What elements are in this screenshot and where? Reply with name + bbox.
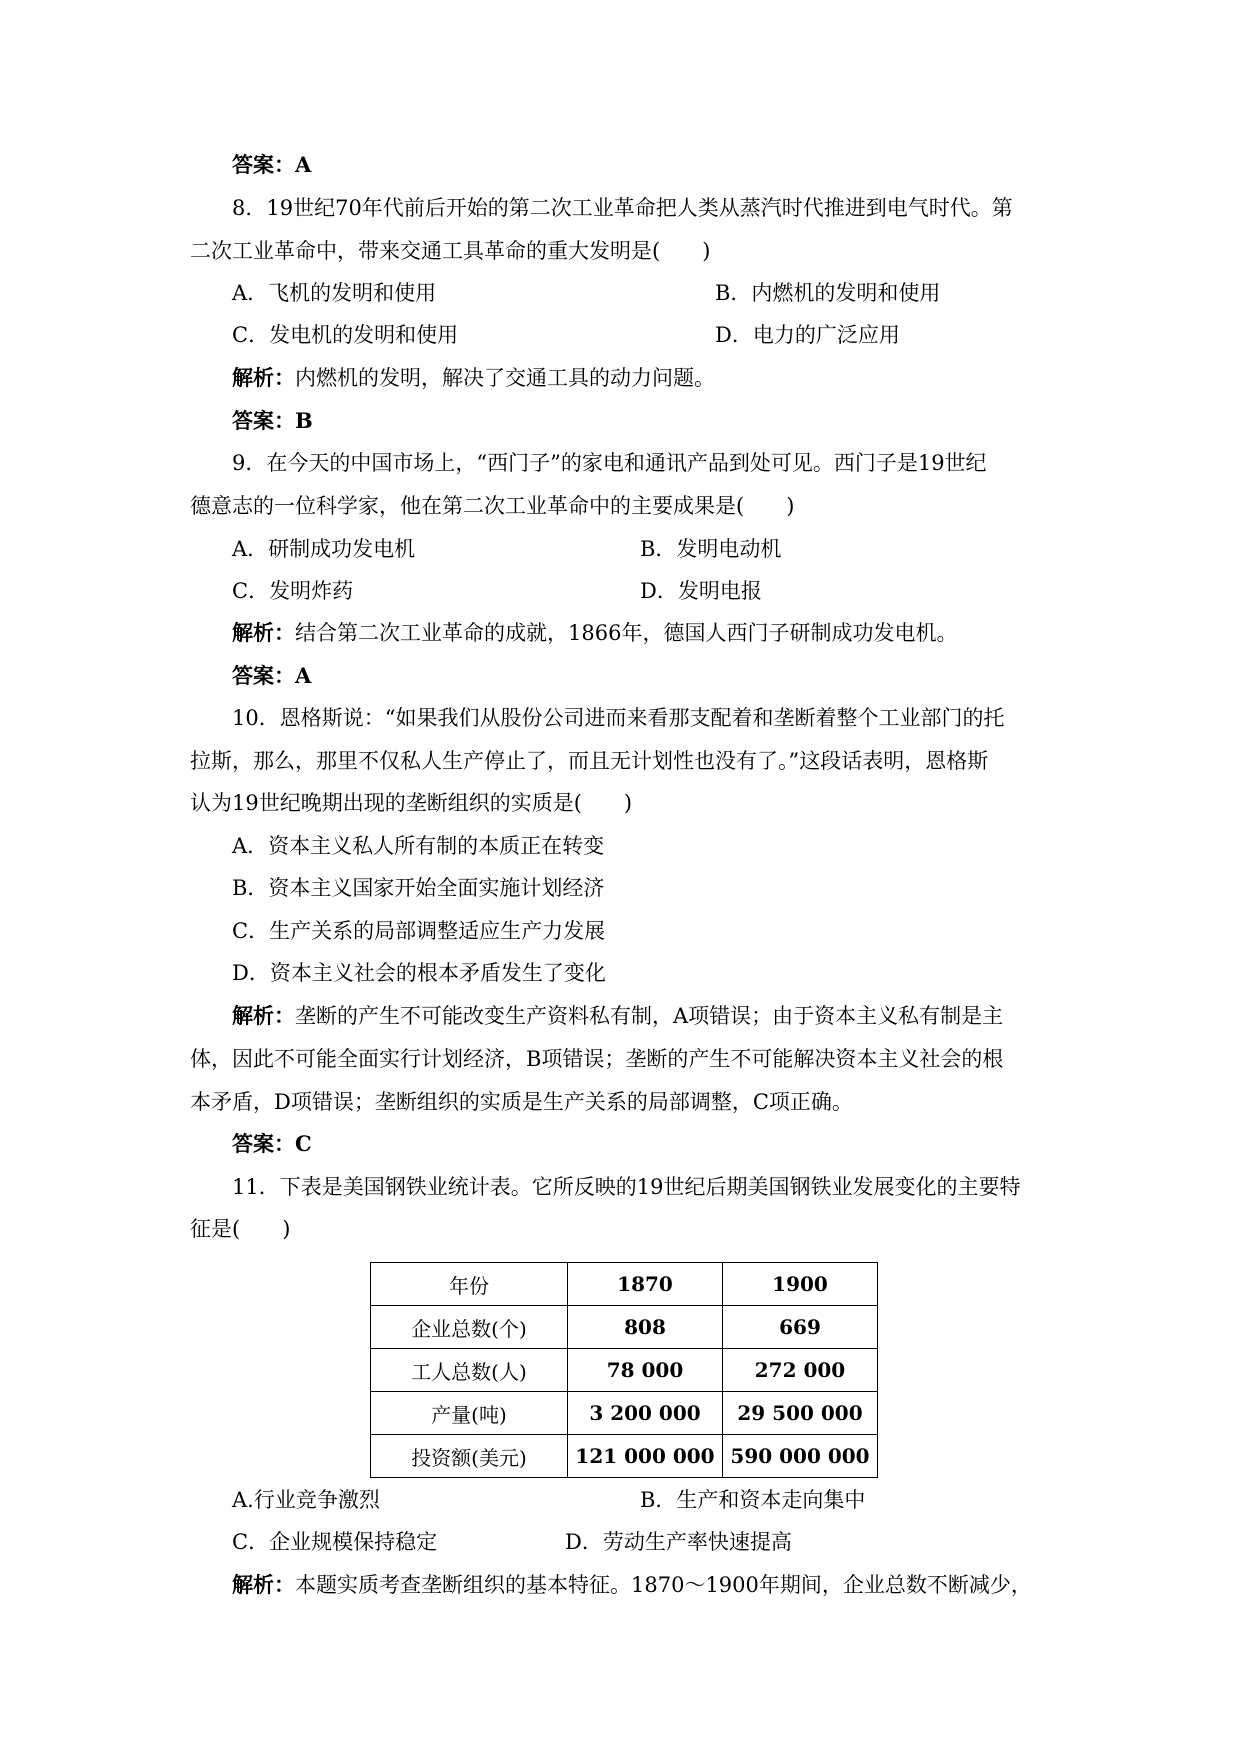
answer-label: 答案： [232, 1131, 295, 1156]
table-row [371, 1435, 878, 1478]
table-cell: 272 000 [723, 1349, 878, 1392]
q8-answer [232, 406, 313, 436]
q9-option-c: C．发明炸药 [232, 579, 354, 603]
answer-value: A [295, 152, 312, 177]
table-cell: 企业总数(个) [371, 1306, 568, 1349]
table-row [371, 1349, 878, 1392]
q8-option-a: A．飞机的发明和使用 [232, 281, 437, 305]
q10-option-a: A．资本主义私人所有制的本质正在转变 [232, 834, 605, 858]
table-cell: 工人总数(人) [371, 1349, 568, 1392]
q10-analysis-line1 [232, 1001, 1003, 1031]
table-row [371, 1263, 878, 1306]
q9-analysis [232, 618, 957, 648]
analysis-text: 内燃机的发明，解决了交通工具的动力问题。 [295, 366, 715, 390]
answer-value: C [295, 1131, 312, 1156]
q8-stem-line1: 8．19世纪70年代前后开始的第二次工业革命把人类从蒸汽时代推进到电气时代。第 [232, 196, 1013, 220]
q11-option-a: A.行业竞争激烈 [232, 1488, 380, 1512]
table-cell: 29 500 000 [723, 1392, 878, 1435]
steel-statistics-table [370, 1262, 878, 1478]
table-cell: 808 [568, 1306, 723, 1349]
q10-stem-line2: 拉斯，那么，那里不仅私人生产停止了，而且无计划性也没有了。”这段话表明，恩格斯 [190, 749, 989, 773]
answer-label: 答案： [232, 408, 295, 433]
answer-value: A [295, 663, 312, 688]
q10-stem-line3: 认为19世纪晚期出现的垄断组织的实质是( ) [190, 791, 633, 815]
table-cell: 投资额(美元) [371, 1435, 568, 1478]
table-cell: 1900 [723, 1263, 878, 1306]
q9-stem-line2: 德意志的一位科学家，他在第二次工业革命中的主要成果是( ) [190, 494, 795, 518]
q11-stem-line2: 征是( ) [190, 1217, 291, 1241]
analysis-label: 解析： [232, 620, 295, 645]
answer-label: 答案： [232, 663, 295, 688]
q9-answer [232, 661, 311, 691]
q10-analysis-line3: 本矛盾，D项错误；垄断组织的实质是生产关系的局部调整，C项正确。 [190, 1090, 853, 1114]
table-cell: 3 200 000 [568, 1392, 723, 1435]
q10-analysis-line2: 体，因此不可能全面实行计划经济，B项错误；垄断的产生不可能解决资本主义社会的根 [190, 1047, 1004, 1071]
table-cell: 产量(吨) [371, 1392, 568, 1435]
q9-option-a: A．研制成功发电机 [232, 537, 416, 561]
analysis-label: 解析： [232, 365, 295, 390]
q9-option-b: B．发明电动机 [640, 537, 782, 561]
q11-option-b: B．生产和资本走向集中 [640, 1488, 866, 1512]
q9-option-d: D．发明电报 [640, 579, 762, 603]
table-cell: 590 000 000 [723, 1435, 878, 1478]
analysis-label: 解析： [232, 1003, 295, 1028]
analysis-text: 本题实质考查垄断组织的基本特征。1870～1900年期间，企业总数不断减少， [295, 1573, 1032, 1597]
q10-option-d: D．资本主义社会的根本矛盾发生了变化 [232, 961, 606, 985]
table-cell: 121 000 000 [568, 1435, 723, 1478]
q10-option-b: B．资本主义国家开始全面实施计划经济 [232, 876, 605, 900]
q8-stem-line2: 二次工业革命中，带来交通工具革命的重大发明是( ) [190, 239, 711, 263]
q11-stem-line1: 11．下表是美国钢铁业统计表。它所反映的19世纪后期美国钢铁业发展变化的主要特 [232, 1175, 1021, 1199]
analysis-label: 解析： [232, 1572, 295, 1597]
table-cell: 669 [723, 1306, 878, 1349]
answer-label: 答案： [232, 152, 295, 177]
q8-option-b: B．内燃机的发明和使用 [715, 281, 941, 305]
q8-option-c: C．发电机的发明和使用 [232, 323, 459, 347]
q11-option-d: D．劳动生产率快速提高 [565, 1530, 792, 1554]
q8-option-d: D．电力的广泛应用 [715, 323, 900, 347]
table-row [371, 1392, 878, 1435]
table-row [371, 1306, 878, 1349]
analysis-text: 垄断的产生不可能改变生产资料私有制，A项错误；由于资本主义私有制是主 [295, 1004, 1004, 1028]
q10-option-c: C．生产关系的局部调整适应生产力发展 [232, 919, 606, 943]
table-cell: 78 000 [568, 1349, 723, 1392]
answer-value: B [295, 408, 313, 433]
q9-stem-line1: 9．在今天的中国市场上，“西门子”的家电和通讯产品到处可见。西门子是19世纪 [232, 451, 987, 475]
table-cell: 年份 [371, 1263, 568, 1306]
q11-option-c: C．企业规模保持稳定 [232, 1530, 438, 1554]
answer-line [232, 150, 311, 180]
q10-answer [232, 1129, 312, 1159]
table-cell: 1870 [568, 1263, 723, 1306]
q8-analysis [232, 363, 715, 393]
analysis-text: 结合第二次工业革命的成就，1866年，德国人西门子研制成功发电机。 [295, 621, 958, 645]
q10-stem-line1: 10．恩格斯说：“如果我们从股份公司进而来看那支配着和垄断着整个工业部门的托 [232, 706, 1005, 730]
q11-analysis [232, 1570, 1032, 1600]
